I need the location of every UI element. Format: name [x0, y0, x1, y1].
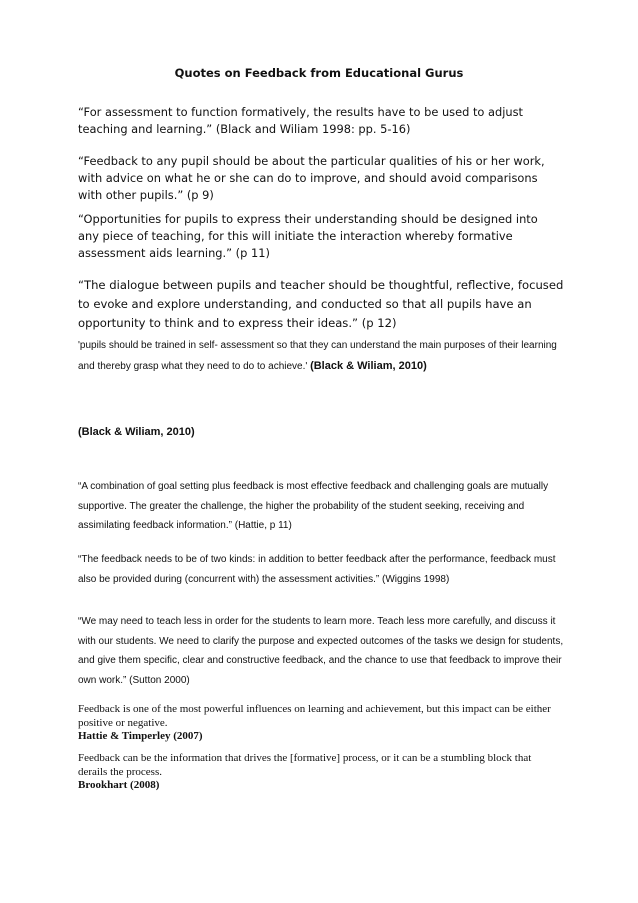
document-title: Quotes on Feedback from Educational Gurus [174, 66, 464, 80]
quote-hattie-goals: “A combination of goal setting plus feedback is most effective feedback and challenging goals are mutually supportive. The greater the challenge, the higher the probability of the student seeking, receiving and assimilating feedback information.” (Hattie, p 11) [78, 481, 549, 531]
quote-brookhart-source: Brookhart (2008) [78, 779, 160, 791]
quote-opportunities: “Opportunities for pupils to express their understanding should be designed into any piece of teaching, for this will initiate the interaction whereby formative assessment aids learning.” (p 11) [78, 212, 538, 260]
quote-feedback-pupil: “Feedback to any pupil should be about the particular qualities of his or her work, with advice on what he or she can do to improve, and should avoid comparisons with other pupils.” (p 9) [78, 154, 545, 202]
quote-hattie-timperley-source: Hattie & Timperley (2007) [78, 730, 203, 742]
quote-self-assessment-source: (Black & Wiliam, 2010) [310, 360, 427, 372]
quote-self-assessment [78, 336, 568, 377]
quote-sutton: “We may need to teach less in order for the students to learn more. Teach less more carefully, and discuss it with our students. We need to clarify the purpose and expected outcomes of the tasks we design for students, and give them specific, clear and constructive feedback, and the chance to use that feedback to improve their own work.” (Sutton 2000) [78, 616, 564, 686]
standalone-citation: (Black & Wiliam, 2010) [78, 426, 195, 438]
quote-wiggins: “The feedback needs to be of two kinds: in addition to better feedback after the performance, feedback must also be provided during (concurrent with) the assessment activities.” (Wiggins 1998) [78, 554, 556, 585]
quote-black-wiliam-1998: “For assessment to function formatively, the results have to be used to adjust teaching and learning.” (Black and Wiliam 1998: pp. 5-16) [78, 105, 524, 136]
quote-brookhart [78, 752, 558, 793]
quote-hattie-timperley [78, 703, 558, 744]
quote-brookhart-text: Feedback can be the information that drives the [formative] process, or it can be a stumbling block that derails the process. [78, 752, 532, 778]
quote-dialogue: “The dialogue between pupils and teacher should be thoughtful, reflective, focused to evoke and explore understanding, and conducted so that all pupils have an opportunity to think and to express their ideas.” (p 12) [78, 278, 564, 330]
quote-hattie-timperley-text: Feedback is one of the most powerful influences on learning and achievement, but this impact can be either positive or negative. [78, 703, 551, 729]
quote-self-assessment-text: 'pupils should be trained in self- assessment so that they can understand the main purposes of their learning and thereby grasp what they need to do to achieve.' [78, 340, 557, 372]
